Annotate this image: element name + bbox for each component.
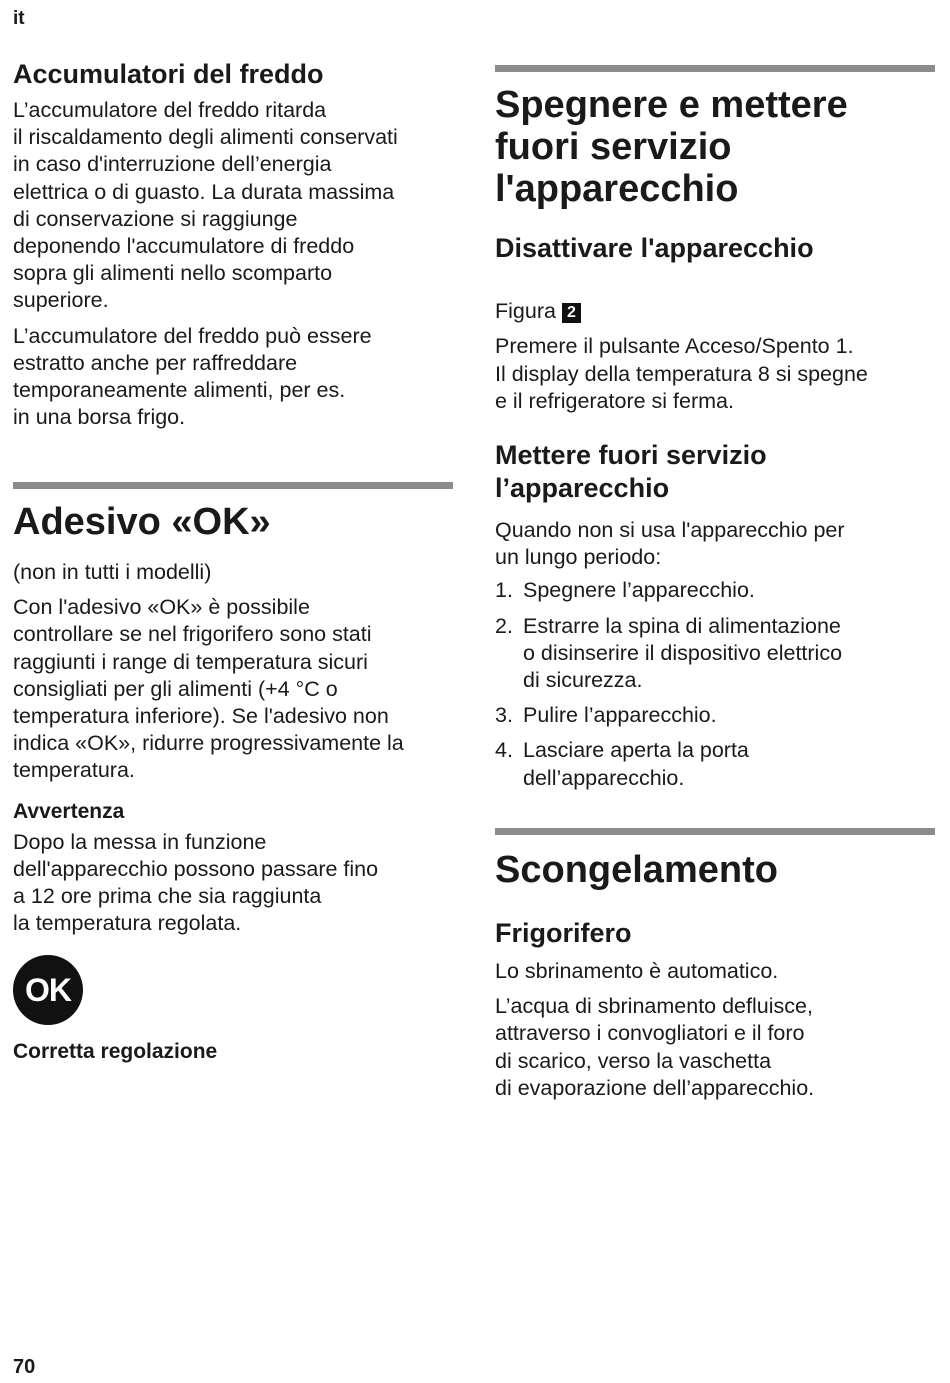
- heading-accumulatori: Accumulatori del freddo: [13, 59, 324, 89]
- heading-frigorifero: Frigorifero: [495, 918, 632, 948]
- step-number: 3.: [495, 703, 513, 728]
- step-number: 2.: [495, 613, 513, 638]
- paragraph-acqua-sbrinamento: L’acqua di sbrinamento defluisce, attraverso i convogliatori e il foro di scarico, verso la vaschetta di evaporazione dell’apparecchio.: [495, 994, 815, 1100]
- ok-badge-icon: OK: [13, 955, 83, 1025]
- paragraph-adesivo: Con l'adesivo «OK» è possibile controllare se nel frigorifero sono stati raggiunti i range di temperatura sicuri consigliati per gli alimenti (+4 °C o temperatura inferiore). Se l'adesivo non indica «OK», ridurre progressivamente la temperatura.: [13, 595, 404, 783]
- paragraph-fuori-servizio-intro: Quando non si usa l'apparecchio per un lungo periodo:: [495, 518, 845, 570]
- figure-number-icon: 2: [562, 303, 581, 323]
- paragraph-avvertenza: Dopo la messa in funzione dell'apparecchio possono passare fino a 12 ore prima che sia raggiunta la temperatura regolata.: [13, 829, 379, 936]
- list-item: [495, 702, 935, 729]
- figure-reference: [495, 271, 935, 325]
- paragraph-sbrinamento: Lo sbrinamento è automatico.: [495, 959, 779, 983]
- section-divider: [495, 828, 935, 835]
- note-models: (non in tutti i modelli): [13, 560, 212, 584]
- section-scongelamento: [495, 828, 935, 1102]
- language-label: it: [13, 8, 25, 29]
- figure-label: Figura: [495, 299, 556, 324]
- heading-disattivare: Disattivare l'apparecchio: [495, 233, 814, 263]
- paragraph-disattivare: Premere il pulsante Acceso/Spento 1. Il display della temperatura 8 si spegne e il refrigeratore si ferma.: [495, 334, 868, 413]
- heading-adesivo: Adesivo «OK»: [13, 501, 271, 543]
- list-item: [495, 613, 935, 695]
- step-number: 4.: [495, 738, 513, 763]
- steps-list: [495, 577, 935, 791]
- list-item: [495, 737, 935, 791]
- section-divider: [13, 482, 453, 489]
- caption-corretta-regolazione: Corretta regolazione: [13, 1040, 218, 1064]
- step-number: 1.: [495, 578, 513, 603]
- step-text: Estrarre la spina di alimentazione o disinserire il dispositivo elettrico di sicurezza.: [523, 613, 843, 693]
- section-accumulatori: [13, 58, 453, 431]
- step-text: Spegnere l’apparecchio.: [523, 578, 755, 603]
- heading-fuori-servizio: Mettere fuori servizio l’apparecchio: [495, 440, 767, 504]
- heading-scongelamento: Scongelamento: [495, 849, 778, 891]
- section-divider: [495, 65, 935, 72]
- heading-spegnere: Spegnere e mettere fuori servizio l'apparecchio: [495, 84, 848, 210]
- section-spegnere: [495, 65, 935, 792]
- heading-avvertenza: Avvertenza: [13, 799, 125, 823]
- section-adesivo: [13, 482, 453, 1065]
- list-item: [495, 577, 935, 604]
- paragraph-accumulatori-1: L’accumulatore del freddo ritarda il riscaldamento degli alimenti conservati in caso d'interruzione dell’energia elettrica o di guasto. La durata massima di conservazione si raggiunge deponendo l'accumulatore di freddo sopra gli alimenti nello scomparto superiore.: [13, 98, 398, 313]
- page-number: 70: [13, 1356, 36, 1378]
- paragraph-accumulatori-2: L’accumulatore del freddo può essere estratto anche per raffreddare temporaneamente alimenti, per es. in una borsa frigo.: [13, 323, 372, 430]
- step-text: Lasciare aperta la porta dell’apparecchio.: [523, 738, 749, 790]
- step-text: Pulire l’apparecchio.: [523, 703, 717, 728]
